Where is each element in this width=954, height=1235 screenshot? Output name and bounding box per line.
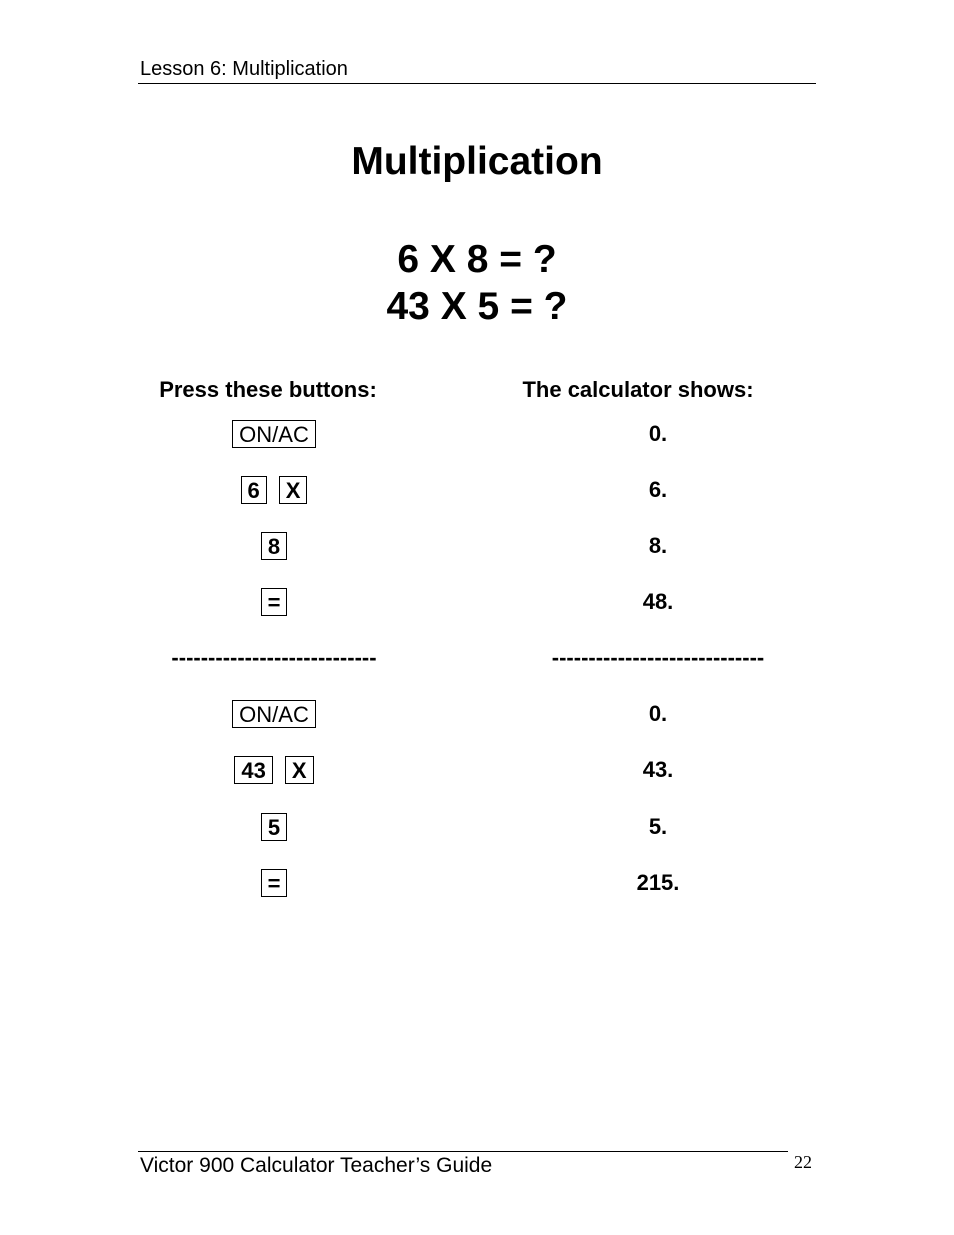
display-value: 215.	[636, 870, 680, 895]
equation-1: 6 X 8 = ?	[397, 238, 557, 281]
key-multiply: X	[285, 756, 314, 784]
key-6: 6	[241, 476, 267, 504]
separator-left: ----------------------------	[171, 645, 377, 670]
key-5: 5	[261, 813, 287, 841]
display-value: 6.	[648, 477, 668, 502]
footer-rule	[138, 1151, 788, 1152]
separator-right: -----------------------------	[551, 645, 765, 670]
header-lesson: Lesson 6: Multiplication	[140, 58, 348, 80]
key-equals: =	[261, 588, 288, 616]
key-on-ac: ON/AC	[232, 420, 316, 448]
key-equals: =	[261, 869, 288, 897]
header-rule	[138, 83, 816, 84]
display-value: 0.	[648, 421, 668, 446]
display-value: 5.	[648, 814, 668, 839]
column-header-buttons: Press these buttons:	[159, 377, 377, 402]
display-value: 0.	[648, 701, 668, 726]
page-number: 22	[794, 1152, 812, 1172]
display-value: 43.	[642, 757, 674, 782]
key-multiply: X	[279, 476, 308, 504]
display-value: 48.	[642, 589, 674, 614]
footer-guide-title: Victor 900 Calculator Teacher’s Guide	[140, 1154, 493, 1177]
key-43: 43	[234, 756, 272, 784]
display-value: 8.	[648, 533, 668, 558]
column-header-display: The calculator shows:	[522, 377, 754, 402]
key-on-ac: ON/AC	[232, 700, 316, 728]
key-8: 8	[261, 532, 287, 560]
equation-2: 43 X 5 = ?	[386, 285, 568, 328]
page-title: Multiplication	[351, 140, 603, 183]
